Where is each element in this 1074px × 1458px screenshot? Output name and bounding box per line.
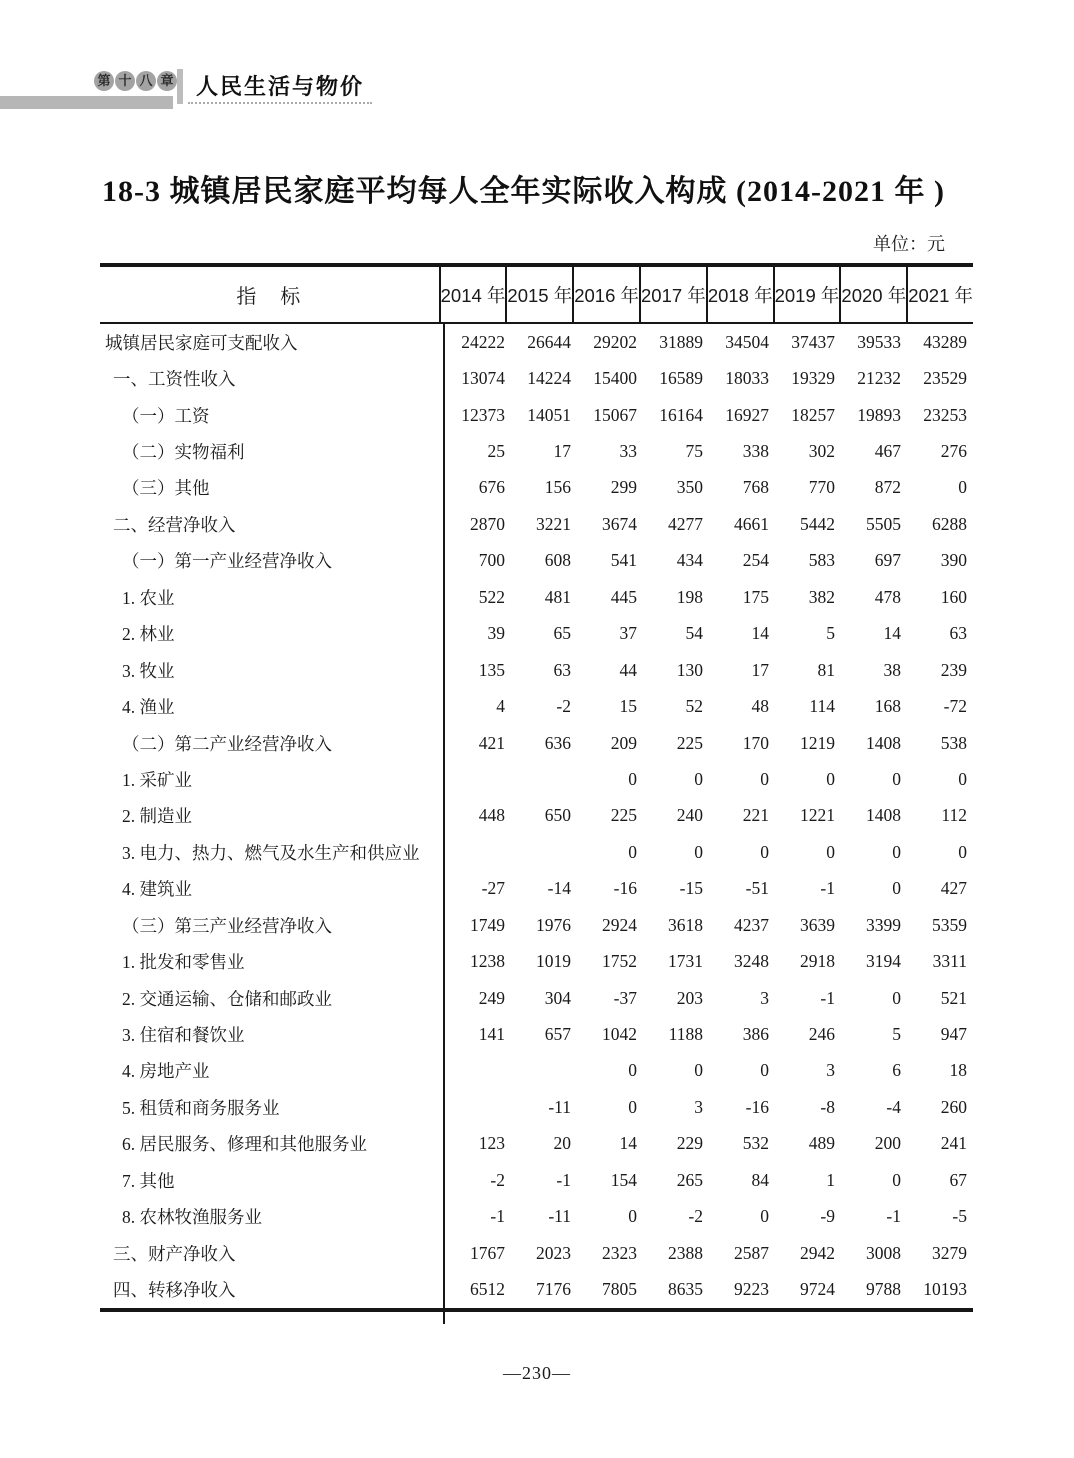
value-cell: 3311 (932, 951, 967, 972)
value-cell: 427 (940, 878, 967, 899)
value-cell: 583 (808, 550, 835, 571)
value-cell: 676 (478, 477, 505, 498)
value-cell: 20 (553, 1133, 571, 1154)
row-label-cell: （三）其他 (100, 470, 445, 506)
table-row (100, 1126, 973, 1162)
value-cell: 34504 (725, 331, 769, 352)
value-cell: 5505 (866, 513, 901, 534)
value-cell: 31889 (659, 331, 703, 352)
value-cell: 1767 (470, 1242, 505, 1263)
value-cell: -5 (952, 1206, 967, 1227)
table-row (100, 725, 973, 761)
value-cell: 15400 (593, 368, 637, 389)
value-cell: -1 (556, 1169, 571, 1190)
value-cell: 0 (628, 1206, 637, 1227)
value-cell: 54 (685, 623, 703, 644)
value-cell: 63 (949, 623, 967, 644)
value-cell: 1188 (668, 1024, 703, 1045)
value-cell: 43289 (923, 331, 967, 352)
value-cell: 3 (760, 987, 769, 1008)
value-cell: 1731 (668, 951, 703, 972)
value-cell: 241 (940, 1133, 967, 1154)
value-cell: 0 (760, 768, 769, 789)
value-cell: 209 (610, 732, 637, 753)
value-cell (511, 761, 577, 797)
row-label-cell: 3. 电力、热力、燃气及水生产和供应业 (100, 834, 445, 870)
value-cell: 24222 (461, 331, 505, 352)
value-cell: 26644 (527, 331, 571, 352)
value-cell: -15 (679, 878, 703, 899)
value-cell: 17 (553, 441, 571, 462)
table-row (100, 943, 973, 979)
value-cell: 239 (940, 659, 967, 680)
value-cell: -14 (547, 878, 571, 899)
table-row (100, 907, 973, 943)
value-cell: 48 (751, 696, 769, 717)
value-cell: 338 (742, 441, 769, 462)
value-cell: 636 (544, 732, 571, 753)
value-cell: 1408 (866, 805, 901, 826)
value-cell: 63 (553, 659, 571, 680)
table-row (100, 688, 973, 724)
row-label-cell: 6. 居民服务、修理和其他服务业 (100, 1126, 445, 1162)
value-cell: 0 (760, 841, 769, 862)
value-cell: 67 (949, 1169, 967, 1190)
value-cell: 44 (619, 659, 637, 680)
table-header-row (100, 267, 973, 324)
value-cell: 0 (694, 1060, 703, 1081)
value-cell: 3 (826, 1060, 835, 1081)
value-cell: 39533 (857, 331, 901, 352)
value-cell: 1976 (536, 914, 571, 935)
chapter-badge-char: 十 (115, 71, 135, 91)
row-label-cell: 4. 建筑业 (100, 871, 445, 907)
table-row (100, 616, 973, 652)
value-cell (445, 1053, 511, 1089)
value-cell: 14 (883, 623, 901, 644)
value-cell: 170 (742, 732, 769, 753)
table-row (100, 1235, 973, 1271)
value-cell: 0 (892, 987, 901, 1008)
value-cell: 141 (478, 1024, 505, 1045)
value-cell: 84 (751, 1169, 769, 1190)
value-cell: 3248 (734, 951, 769, 972)
value-cell: 650 (544, 805, 571, 826)
value-cell: -9 (820, 1206, 835, 1227)
value-cell: 52 (685, 696, 703, 717)
value-cell: 1219 (800, 732, 835, 753)
value-cell: 23529 (923, 368, 967, 389)
value-cell: 386 (742, 1024, 769, 1045)
year-header-cell: 2019 年 (773, 267, 840, 322)
value-cell: 4 (496, 696, 505, 717)
value-cell: 3639 (800, 914, 835, 935)
value-cell: 350 (676, 477, 703, 498)
value-cell: 114 (809, 696, 835, 717)
row-label-cell: 4. 渔业 (100, 688, 445, 724)
dotted-underline (188, 92, 372, 104)
value-cell: 5359 (932, 914, 967, 935)
value-cell: 2587 (734, 1242, 769, 1263)
value-cell: 15067 (593, 404, 637, 425)
value-cell: -1 (490, 1206, 505, 1227)
value-cell: 6 (892, 1060, 901, 1081)
value-cell: -8 (820, 1096, 835, 1117)
row-label-cell: （一）工资 (100, 397, 445, 433)
value-cell: -2 (688, 1206, 703, 1227)
value-cell: 276 (940, 441, 967, 462)
value-cell: -2 (556, 696, 571, 717)
value-cell: 2388 (668, 1242, 703, 1263)
value-cell: -1 (820, 878, 835, 899)
value-cell: 299 (610, 477, 637, 498)
value-cell: 123 (478, 1133, 505, 1154)
row-label-cell: 1. 采矿业 (100, 761, 445, 797)
value-cell: 0 (958, 477, 967, 498)
year-header-cell: 2017 年 (639, 267, 706, 322)
value-cell: -11 (548, 1096, 571, 1117)
value-cell: -37 (613, 987, 637, 1008)
value-cell (445, 761, 511, 797)
value-cell: 13074 (461, 368, 505, 389)
value-cell: -1 (820, 987, 835, 1008)
value-cell: -16 (745, 1096, 769, 1117)
value-cell: 1 (826, 1169, 835, 1190)
row-label-cell: 1. 批发和零售业 (100, 943, 445, 979)
table-row (100, 433, 973, 469)
row-label-cell: 2. 制造业 (100, 798, 445, 834)
table-row (100, 1016, 973, 1052)
value-cell: 0 (892, 878, 901, 899)
value-cell: 260 (940, 1096, 967, 1117)
value-cell: 65 (553, 623, 571, 644)
table-row (100, 397, 973, 433)
row-label-cell: （一）第一产业经营净收入 (100, 543, 445, 579)
value-cell: 38 (883, 659, 901, 680)
value-cell: 7805 (602, 1279, 637, 1300)
value-cell: 2023 (536, 1242, 571, 1263)
year-headers (441, 267, 973, 322)
value-cell: 4237 (734, 914, 769, 935)
value-cell: 16164 (659, 404, 703, 425)
value-cell: 160 (940, 586, 967, 607)
indicator-header-cell: 指 标 (100, 267, 441, 322)
value-cell: 0 (892, 1169, 901, 1190)
value-cell: 1749 (470, 914, 505, 935)
value-cell: 9724 (800, 1279, 835, 1300)
value-cell: 39 (487, 623, 505, 644)
value-cell: 2323 (602, 1242, 637, 1263)
value-cell: 0 (628, 1096, 637, 1117)
row-label-cell: 2. 交通运输、仓储和邮政业 (100, 980, 445, 1016)
table-row (100, 579, 973, 615)
value-cell: 240 (676, 805, 703, 826)
table-row (100, 834, 973, 870)
value-cell: -4 (886, 1096, 901, 1117)
table-row (100, 543, 973, 579)
value-cell: 478 (874, 586, 901, 607)
value-cell: 18 (949, 1060, 967, 1081)
value-cell: 481 (544, 586, 571, 607)
table-row (100, 470, 973, 506)
value-cell: 0 (694, 768, 703, 789)
value-cell: 4277 (668, 513, 703, 534)
value-cell: 16589 (659, 368, 703, 389)
row-label-cell: （二）实物福利 (100, 433, 445, 469)
value-cell: 304 (544, 987, 571, 1008)
value-cell: 8635 (668, 1279, 703, 1300)
value-cell: 37 (619, 623, 637, 644)
value-cell: 112 (941, 805, 967, 826)
value-cell: 1042 (602, 1024, 637, 1045)
value-cell: 4661 (734, 513, 769, 534)
table-row (100, 360, 973, 396)
value-cell: 5442 (800, 513, 835, 534)
year-header-cell: 2015 年 (505, 267, 572, 322)
value-cell: 135 (478, 659, 505, 680)
value-cell: 168 (874, 696, 901, 717)
value-cell: 302 (808, 441, 835, 462)
page-number: —230— (503, 1363, 571, 1383)
value-cell: 246 (808, 1024, 835, 1045)
value-cell: 3618 (668, 914, 703, 935)
value-cell: 0 (694, 841, 703, 862)
value-cell: 2870 (470, 513, 505, 534)
value-cell: 37437 (791, 331, 835, 352)
value-cell (445, 1089, 511, 1125)
chapter-badge-char: 第 (94, 71, 114, 91)
value-cell: 203 (676, 987, 703, 1008)
value-cell: 14224 (527, 368, 571, 389)
value-cell: 12373 (461, 404, 505, 425)
value-cell: 3008 (866, 1242, 901, 1263)
value-cell: 1238 (470, 951, 505, 972)
table-row (100, 1199, 973, 1235)
unit-label: 单位：元 (873, 234, 945, 254)
value-cell: 18033 (725, 368, 769, 389)
value-cell: 25 (487, 441, 505, 462)
value-cell: -51 (745, 878, 769, 899)
value-cell: 249 (478, 987, 505, 1008)
value-cell: 768 (742, 477, 769, 498)
table-row (100, 1053, 973, 1089)
value-cell: 19893 (857, 404, 901, 425)
value-cell: 445 (610, 586, 637, 607)
value-cell: 229 (676, 1133, 703, 1154)
year-header-cell: 2020 年 (839, 267, 906, 322)
value-cell: 3279 (932, 1242, 967, 1263)
value-cell: 1221 (800, 805, 835, 826)
row-label-cell: 三、财产净收入 (100, 1235, 445, 1271)
value-cell: 265 (676, 1169, 703, 1190)
value-cell: 390 (940, 550, 967, 571)
value-cell: 0 (892, 768, 901, 789)
value-cell: 0 (826, 768, 835, 789)
row-label-cell: 2. 林业 (100, 616, 445, 652)
value-cell: 6512 (470, 1279, 505, 1300)
value-cell: 0 (958, 841, 967, 862)
value-cell: 5 (892, 1024, 901, 1045)
value-cell: 9223 (734, 1279, 769, 1300)
value-cell: 538 (940, 732, 967, 753)
value-cell: 3 (694, 1096, 703, 1117)
value-cell: 2924 (602, 914, 637, 935)
value-cell: 175 (742, 586, 769, 607)
value-cell: 10193 (923, 1279, 967, 1300)
year-header-cell: 2018 年 (706, 267, 773, 322)
value-cell: 14 (619, 1133, 637, 1154)
table-row (100, 980, 973, 1016)
value-cell: 15 (619, 696, 637, 717)
value-cell: 198 (676, 586, 703, 607)
value-cell: 0 (760, 1060, 769, 1081)
value-cell: 0 (628, 1060, 637, 1081)
value-cell: 657 (544, 1024, 571, 1045)
value-cell: 1408 (866, 732, 901, 753)
chapter-badge-char: 八 (136, 71, 156, 91)
value-cell: 254 (742, 550, 769, 571)
header-divider (177, 69, 183, 104)
value-cell: 467 (874, 441, 901, 462)
value-cell: 0 (628, 768, 637, 789)
table-row (100, 652, 973, 688)
value-cell (511, 834, 577, 870)
value-cell: 3221 (536, 513, 571, 534)
value-cell: 3674 (602, 513, 637, 534)
value-cell: 16927 (725, 404, 769, 425)
table-row (100, 506, 973, 542)
row-label-cell: （二）第二产业经营净收入 (100, 725, 445, 761)
value-cell: 154 (610, 1169, 637, 1190)
year-header-cell: 2014 年 (440, 284, 506, 306)
value-cell: 0 (760, 1206, 769, 1227)
value-cell: 2918 (800, 951, 835, 972)
table-row (100, 798, 973, 834)
table-body (100, 324, 973, 1308)
value-cell: 14 (751, 623, 769, 644)
value-cell: 225 (610, 805, 637, 826)
value-cell: 21232 (857, 368, 901, 389)
row-label-cell: 8. 农林牧渔服务业 (100, 1199, 445, 1235)
income-table (100, 263, 973, 1312)
row-label-cell: （三）第三产业经营净收入 (100, 907, 445, 943)
value-cell: 532 (742, 1133, 769, 1154)
row-label-cell: 二、经营净收入 (100, 506, 445, 542)
value-cell: 608 (544, 550, 571, 571)
value-cell: 6288 (932, 513, 967, 534)
value-cell: 1019 (536, 951, 571, 972)
value-cell: 5 (826, 623, 835, 644)
value-cell: 489 (808, 1133, 835, 1154)
value-cell: 33 (619, 441, 637, 462)
value-cell: 541 (610, 550, 637, 571)
table-row (100, 871, 973, 907)
value-cell: 19329 (791, 368, 835, 389)
value-cell: 770 (808, 477, 835, 498)
table-row (100, 761, 973, 797)
table-row (100, 1271, 973, 1307)
value-cell: 872 (874, 477, 901, 498)
value-cell: 75 (685, 441, 703, 462)
value-cell: 17 (751, 659, 769, 680)
column-divider-tail (443, 1308, 445, 1324)
table-row (100, 1162, 973, 1198)
row-label-cell: 4. 房地产业 (100, 1053, 445, 1089)
row-label-cell: 一、工资性收入 (100, 360, 445, 396)
value-cell: 3399 (866, 914, 901, 935)
value-cell: 81 (817, 659, 835, 680)
value-cell: 23253 (923, 404, 967, 425)
row-label-cell: 3. 牧业 (100, 652, 445, 688)
value-cell: 700 (478, 550, 505, 571)
value-cell: 382 (808, 586, 835, 607)
value-cell: 522 (478, 586, 505, 607)
value-cell: 0 (628, 841, 637, 862)
value-cell: -16 (613, 878, 637, 899)
value-cell: 697 (874, 550, 901, 571)
value-cell: 0 (958, 768, 967, 789)
value-cell: 7176 (536, 1279, 571, 1300)
row-label-cell: 7. 其他 (100, 1162, 445, 1198)
year-header-cell: 2021 年 (906, 267, 973, 322)
chapter-badge-char: 章 (157, 71, 177, 91)
value-cell: -11 (548, 1206, 571, 1227)
value-cell: 225 (676, 732, 703, 753)
row-label-cell: 四、转移净收入 (100, 1271, 445, 1307)
value-cell: 200 (874, 1133, 901, 1154)
table-row (100, 324, 973, 360)
row-label-cell: 3. 住宿和餐饮业 (100, 1016, 445, 1052)
value-cell: 448 (478, 805, 505, 826)
value-cell: 221 (742, 805, 769, 826)
row-label-cell: 城镇居民家庭可支配收入 (100, 324, 445, 360)
year-header-cell: 2016 年 (572, 267, 639, 322)
value-cell: 130 (676, 659, 703, 680)
value-cell: -1 (886, 1206, 901, 1227)
value-cell: 421 (478, 732, 505, 753)
chapter-title: 人民生活与物价 (196, 74, 365, 99)
value-cell: -27 (481, 878, 505, 899)
value-cell (511, 1053, 577, 1089)
value-cell: 0 (826, 841, 835, 862)
row-label-cell: 1. 农业 (100, 579, 445, 615)
value-cell: 2942 (800, 1242, 835, 1263)
value-cell: 29202 (593, 331, 637, 352)
page-title: 18-3 城镇居民家庭平均每人全年实际收入构成 (2014-2021 年 ) (102, 175, 945, 208)
value-cell: 947 (940, 1024, 967, 1045)
header-gray-bar (0, 96, 173, 109)
chapter-badge (94, 71, 177, 91)
value-cell: 0 (892, 841, 901, 862)
value-cell (445, 834, 511, 870)
value-cell: -2 (490, 1169, 505, 1190)
value-cell: 9788 (866, 1279, 901, 1300)
value-cell: 1752 (602, 951, 637, 972)
value-cell: -72 (943, 696, 967, 717)
value-cell: 3194 (866, 951, 901, 972)
value-cell: 434 (676, 550, 703, 571)
row-label-cell: 5. 租赁和商务服务业 (100, 1089, 445, 1125)
value-cell: 521 (940, 987, 967, 1008)
table-row (100, 1089, 973, 1125)
value-cell: 156 (544, 477, 571, 498)
value-cell: 14051 (527, 404, 571, 425)
value-cell: 18257 (791, 404, 835, 425)
